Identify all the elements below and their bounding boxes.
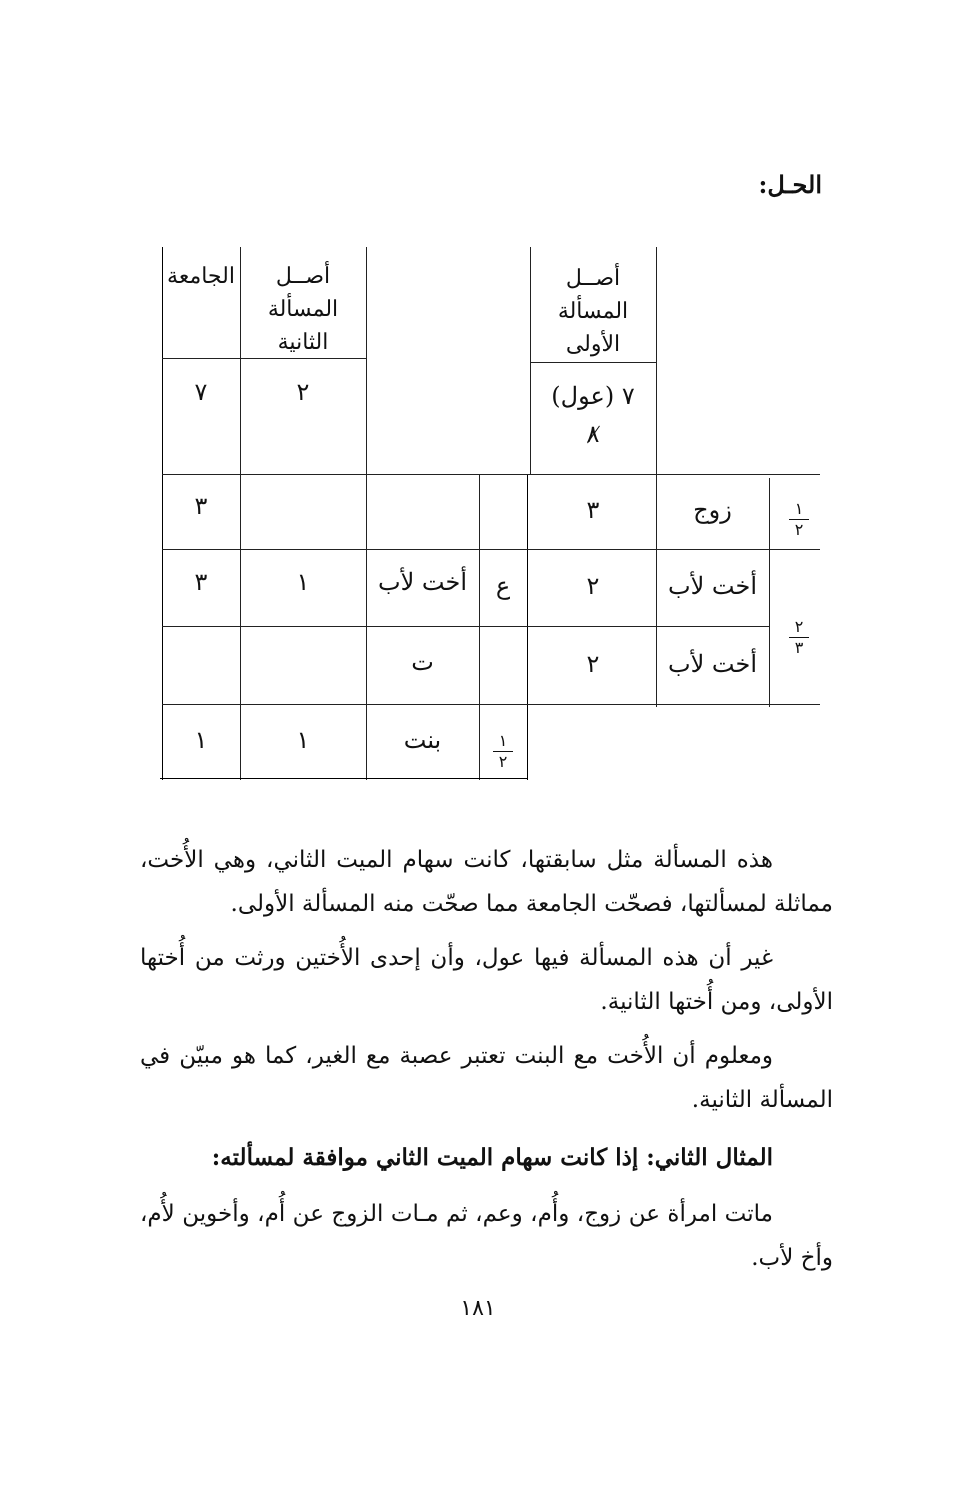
- table-line: [162, 626, 769, 627]
- header-asl-second: [240, 260, 366, 359]
- table-line: [366, 247, 367, 780]
- table-line: [162, 474, 820, 475]
- paragraph-3: ومعلوم أن الأُخت مع البنت تعتبر عصبة مع الغير، كما هو مبيّن في المسألة الثانية.: [140, 1043, 833, 1113]
- second-share: ١: [296, 726, 310, 754]
- header-jamia: الجامعة: [167, 264, 235, 289]
- table-line: [530, 362, 656, 363]
- fraction-denominator: ٣: [794, 638, 804, 657]
- paragraph-4: ماتت امرأة عن زوج، وأُم، وعم، ثم مـات الزوج عن أُم، وأخوين لأُم، وأخ لأب.: [140, 1201, 833, 1271]
- base-asl-first: ٧ (عول): [551, 382, 635, 410]
- header-asl-first-line2: المسألة الأولى: [557, 299, 629, 357]
- solution-heading: الحـل:: [758, 170, 822, 199]
- fraction-denominator: ٢: [794, 520, 804, 539]
- table-line: [527, 475, 528, 780]
- fraction-numerator: ١: [789, 501, 810, 520]
- base-asl-second: ٢: [296, 378, 310, 406]
- page-number: ١٨١: [460, 1296, 496, 1321]
- base-jamia: ٧: [194, 378, 208, 406]
- heir-paternal-sister: أخت لأب: [668, 650, 757, 678]
- jamia-share: ٣: [194, 568, 208, 596]
- share-fraction-half: [769, 490, 829, 538]
- share-fraction-half: [479, 722, 527, 770]
- header-asl-first: [530, 262, 656, 361]
- header-asl-second-line2: المسألة الثانية: [267, 297, 339, 355]
- fraction-denominator: ٢: [498, 752, 508, 771]
- first-share: ٢: [586, 650, 600, 678]
- heir-paternal-sister: أخت لأب: [668, 572, 757, 600]
- deceased-mark: ت: [411, 648, 434, 676]
- second-share: ١: [296, 568, 310, 596]
- table-line: [162, 704, 820, 705]
- asaba-mark: ع: [495, 572, 511, 600]
- first-share: ٢: [586, 572, 600, 600]
- jamia-share: ١: [194, 726, 208, 754]
- jamia-share: ٣: [194, 492, 208, 520]
- paragraph-2: غير أن هذه المسألة فيها عول، وأن إحدى الأُختين ورثت من أُختها الأولى، ومن أُختها الثانية.: [140, 945, 833, 1015]
- fraction-numerator: ٢: [789, 619, 810, 638]
- example-title: المثال الثاني: إذا كانت سهام الميت الثاني موافقة لمسألته:: [211, 1144, 773, 1171]
- second-heir: أخت لأب: [378, 568, 467, 596]
- table-line: [160, 778, 528, 779]
- struck-value: ٨: [587, 418, 600, 450]
- header-asl-first-line1: أصــل: [565, 266, 621, 291]
- table-line: [656, 247, 657, 707]
- table-line: [162, 549, 820, 550]
- header-asl-second-line1: أصــل: [275, 264, 331, 289]
- first-share: ٣: [586, 496, 600, 524]
- heir-daughter: بنت: [403, 726, 442, 754]
- paragraph-1: هذه المسألة مثل سابقتها، كانت سهام الميت الثاني، وهي الأُخت، مماثلة لمسألتها، فصحّت الجامعة مما صحّت منه المسألة الأولى.: [140, 847, 833, 917]
- base-asl-first-struck: [530, 418, 656, 450]
- fraction-numerator: ١: [493, 733, 514, 752]
- heir-husband: زوج: [693, 496, 732, 524]
- share-fraction-two-thirds: [769, 608, 829, 656]
